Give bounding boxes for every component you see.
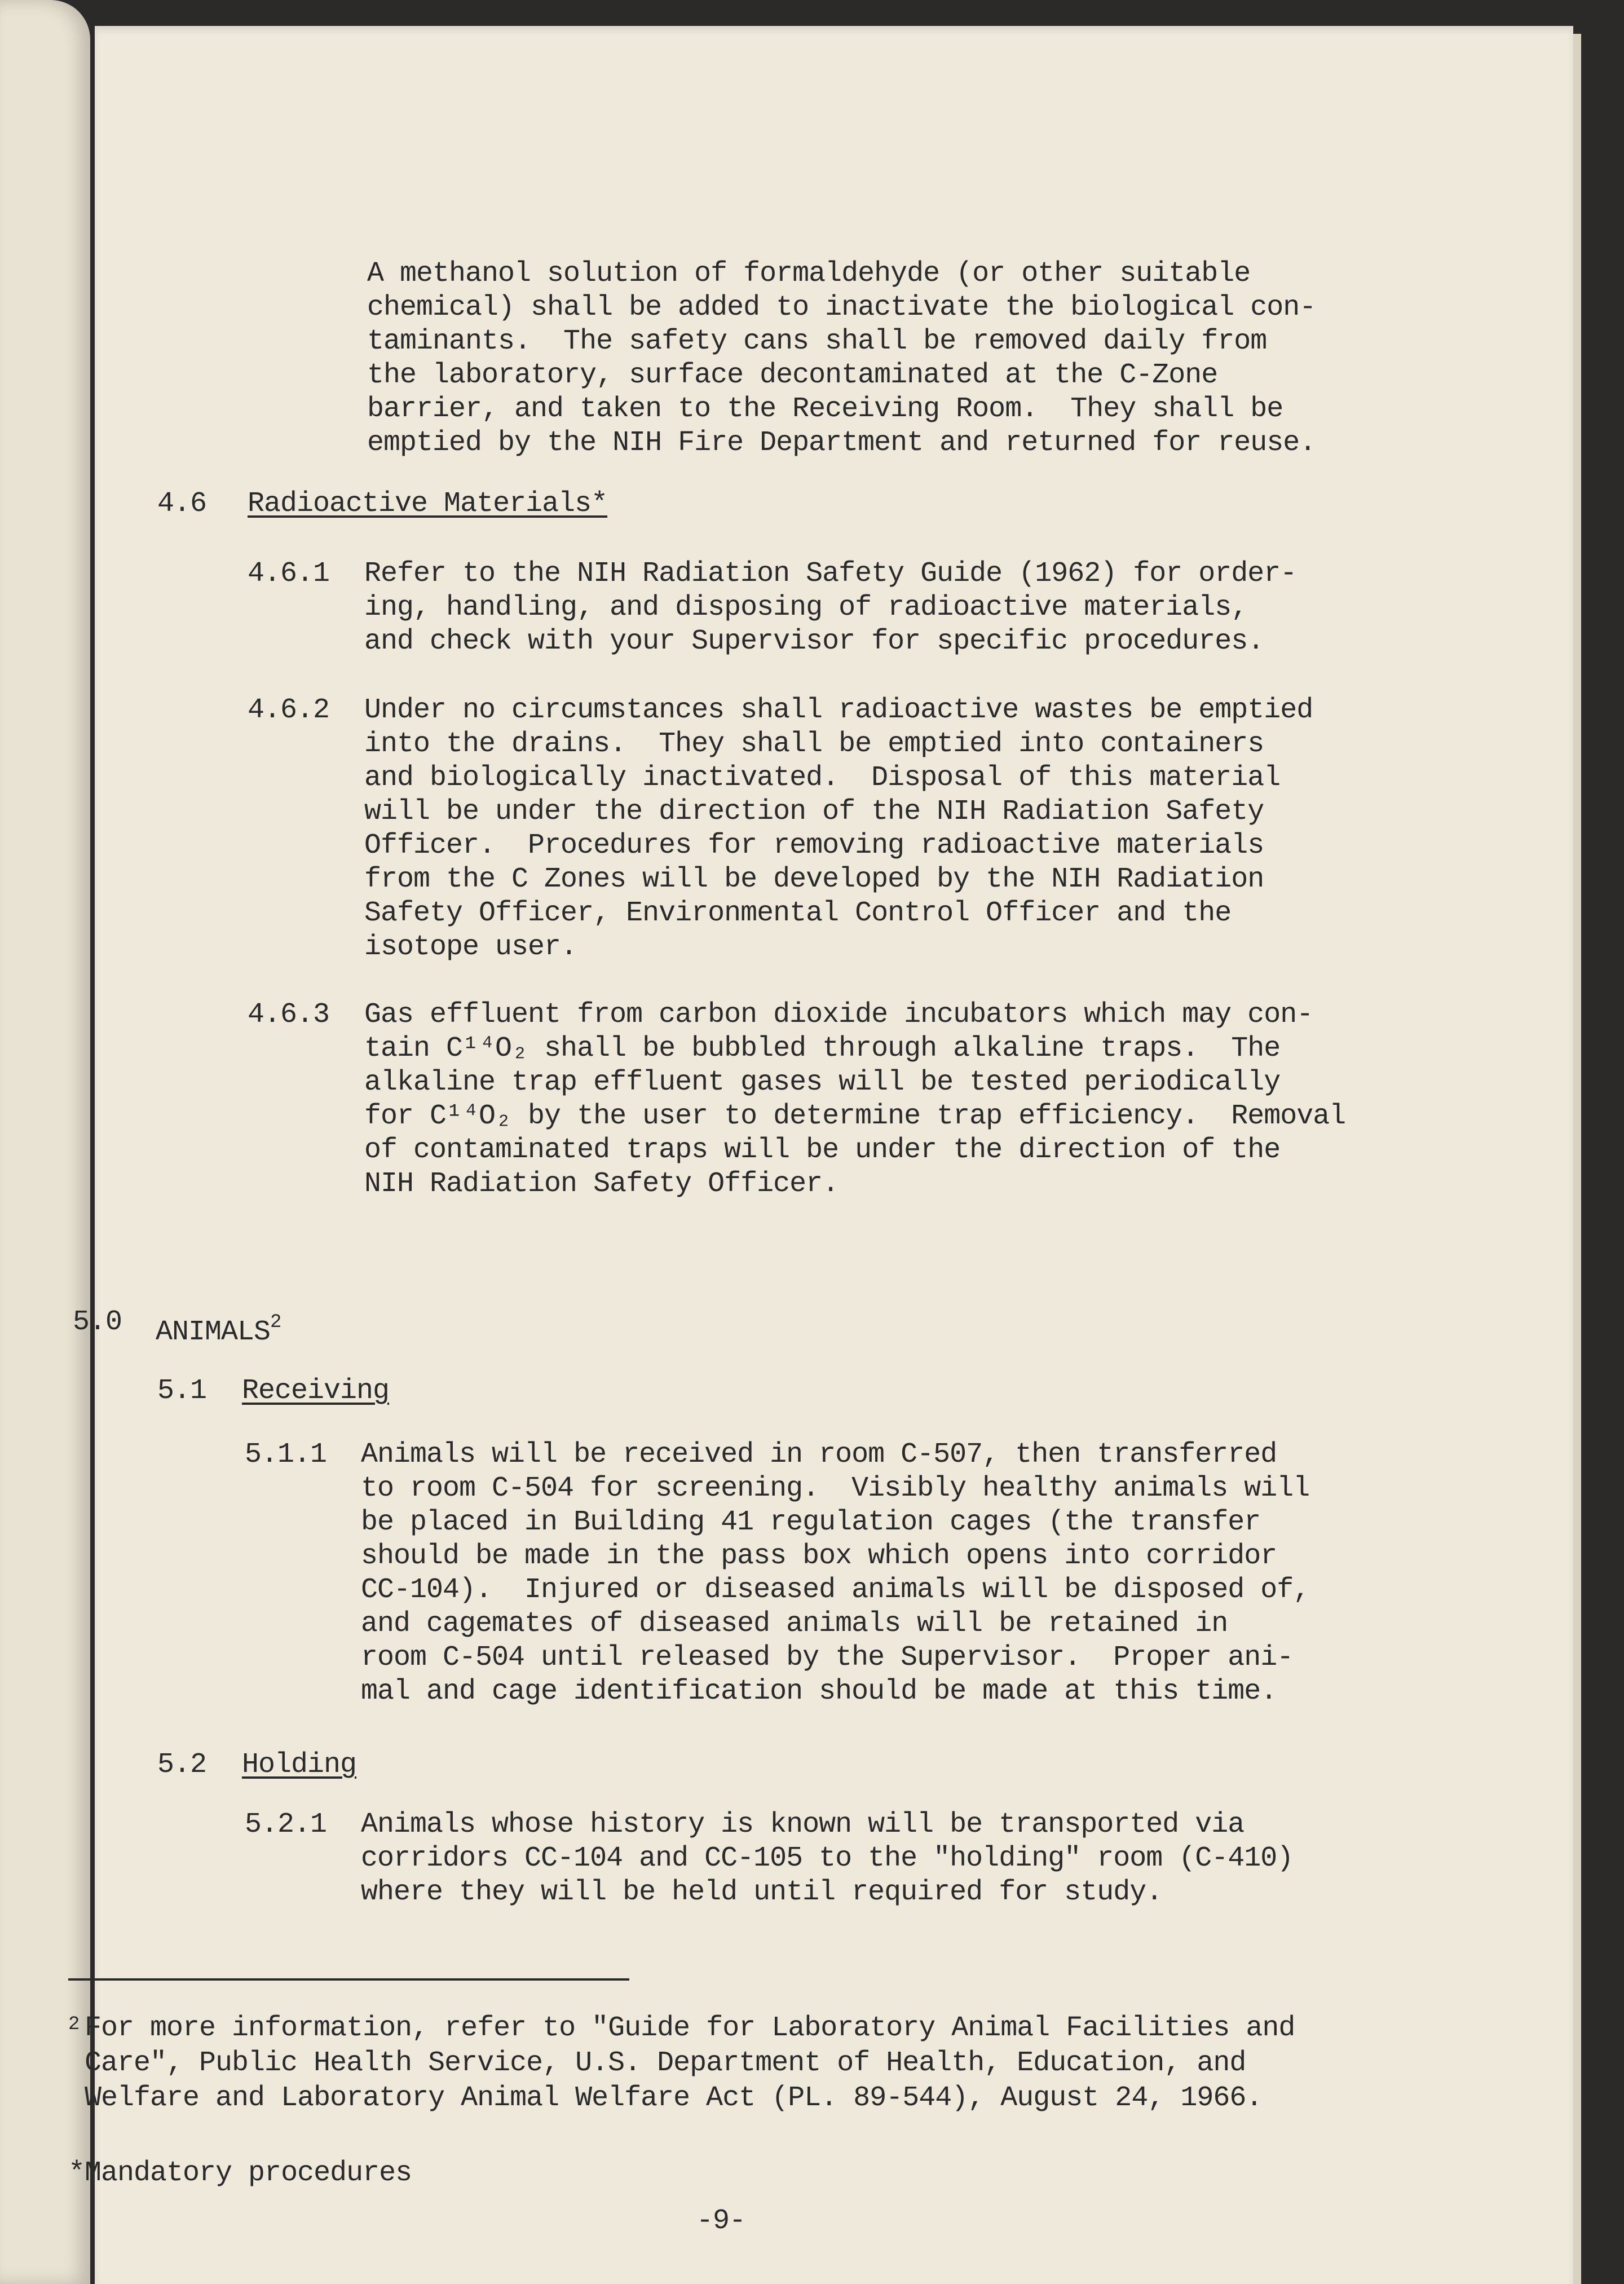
section-5-0-title: [156, 1306, 281, 1350]
text-line: barrier, and taken to the Receiving Room. They shall be: [367, 393, 1283, 425]
text-line: emptied by the NIH Fire Department and returned for reuse.: [367, 427, 1316, 459]
section-5-0-title-text: ANIMALS: [156, 1316, 271, 1348]
footnote-reference: 2: [270, 1312, 281, 1333]
text-line: should be made in the pass box which opens into corridor: [361, 1540, 1277, 1572]
text-line: and check with your Supervisor for specific procedures.: [364, 625, 1264, 658]
text-line: tain C¹⁴O₂ shall be bubbled through alkaline traps. The: [364, 1033, 1281, 1065]
footnote-marker: [68, 2008, 79, 2052]
text-line: Officer. Procedures for removing radioactive materials: [364, 830, 1264, 862]
section-5-2-number: 5.2: [157, 1749, 207, 1781]
text-line: of contaminated traps will be under the direction of the: [364, 1134, 1281, 1166]
section-5-0-number: 5.0: [73, 1306, 122, 1338]
section-4-6-2-number: 4.6.2: [248, 694, 330, 726]
text-line: Refer to the NIH Radiation Safety Guide (1962) for order-: [364, 558, 1297, 590]
text-line: will be under the direction of the NIH Radiation Safety: [364, 796, 1264, 828]
page-stack-edge: [1573, 34, 1581, 2284]
footnote-text: [85, 2011, 1295, 2116]
text-line: the laboratory, surface decontaminated at the C-Zone: [367, 359, 1218, 391]
text-line: for C¹⁴O₂ by the user to determine trap efficiency. Removal: [364, 1100, 1346, 1132]
section-5-1-title: Receiving: [242, 1375, 390, 1407]
text-line: Animals will be received in room C-507, then transferred: [361, 1439, 1277, 1471]
section-4-6-number: 4.6: [157, 488, 207, 520]
text-line: Animals whose history is known will be transported via: [361, 1809, 1245, 1841]
section-5-2-1-number: 5.2.1: [245, 1809, 327, 1841]
text-line: alkaline trap effluent gases will be tested periodically: [364, 1066, 1281, 1099]
text-line: taminants. The safety cans shall be removed daily from: [367, 325, 1267, 358]
text-line: and biologically inactivated. Disposal of this material: [364, 762, 1281, 794]
mandatory-note: *Mandatory procedures: [68, 2157, 412, 2189]
text-line: Under no circumstances shall radioactive wastes be emptied: [364, 694, 1313, 726]
section-4-6-1-number: 4.6.1: [248, 558, 330, 590]
text-line: ing, handling, and disposing of radioactive materials,: [364, 592, 1248, 624]
text-line: corridors CC-104 and CC-105 to the "holding" room (C-410): [361, 1842, 1294, 1875]
text-line: chemical) shall be added to inactivate the biological con-: [367, 292, 1316, 324]
text-line: Safety Officer, Environmental Control Officer and the: [364, 897, 1232, 929]
text-line: Welfare and Laboratory Animal Welfare Act (PL. 89-544), August 24, 1966.: [85, 2082, 1263, 2114]
section-5-2-1-text: [361, 1808, 1293, 1910]
section-4-6-title: Radioactive Materials*: [248, 488, 608, 520]
text-line: and cagemates of diseased animals will be retained in: [361, 1608, 1228, 1640]
footnote-number: 2: [68, 2014, 80, 2035]
text-line: mal and cage identification should be made at this time.: [361, 1675, 1277, 1708]
text-line: into the drains. They shall be emptied into containers: [364, 728, 1264, 760]
section-4-6-2-text: [364, 694, 1313, 964]
text-line: Gas effluent from carbon dioxide incubators which may con-: [364, 999, 1313, 1031]
text-line: room C-504 until released by the Supervisor. Proper ani-: [361, 1642, 1294, 1674]
text-line: be placed in Building 41 regulation cages (the transfer: [361, 1506, 1261, 1538]
section-5-1-number: 5.1: [157, 1375, 207, 1407]
text-line: where they will be held until required for study.: [361, 1876, 1163, 1908]
section-5-1-1-text: [361, 1438, 1309, 1709]
section-4-6-3-text: [364, 998, 1345, 1201]
text-line: NIH Radiation Safety Officer.: [364, 1168, 839, 1200]
footnote-divider: [68, 1978, 629, 1981]
section-5-2-title: Holding: [242, 1749, 357, 1781]
text-line: Care", Public Health Service, U.S. Department of Health, Education, and: [85, 2047, 1246, 2079]
section-5-1-1-number: 5.1.1: [245, 1439, 327, 1471]
text-line: isotope user.: [364, 931, 577, 963]
previous-page-edge: [0, 0, 90, 2284]
page-number: -9-: [696, 2205, 746, 2237]
section-4-6-1-text: [364, 557, 1296, 659]
intro-paragraph: [367, 257, 1316, 460]
text-line: For more information, refer to "Guide for Laboratory Animal Facilities and: [85, 2012, 1295, 2044]
text-line: to room C-504 for screening. Visibly healthy animals will: [361, 1472, 1310, 1505]
text-line: from the C Zones will be developed by the NIH Radiation: [364, 863, 1264, 896]
text-line: CC-104). Injured or diseased animals will be disposed of,: [361, 1574, 1310, 1606]
section-4-6-3-number: 4.6.3: [248, 999, 330, 1031]
text-line: A methanol solution of formaldehyde (or other suitable: [367, 258, 1251, 290]
